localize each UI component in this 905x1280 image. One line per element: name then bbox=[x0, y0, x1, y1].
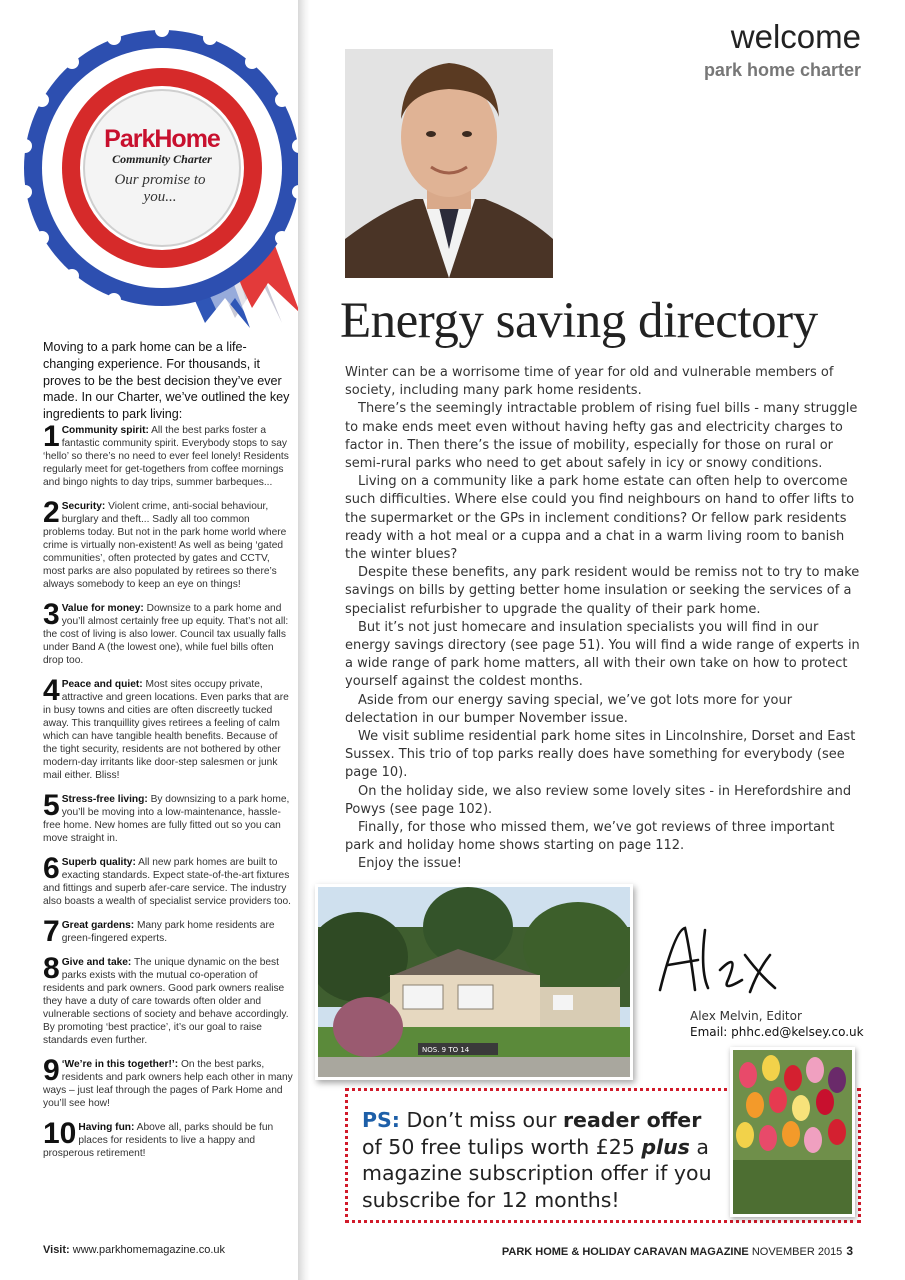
point-heading: Give and take: bbox=[61, 957, 132, 968]
page-gutter bbox=[298, 0, 310, 1280]
footer-magazine-name: PARK HOME & HOLIDAY CARAVAN MAGAZINE bbox=[501, 1246, 749, 1258]
charter-point bbox=[43, 789, 293, 845]
charter-point bbox=[43, 496, 293, 591]
point-number: 10 bbox=[43, 1117, 77, 1150]
article-paragraph: Winter can be a worrisome time of year for old and vulnerable members of society, including many park home residents. bbox=[345, 365, 834, 399]
footer-url[interactable]: www.parkhomemagazine.co.uk bbox=[69, 1244, 225, 1256]
article-paragraph: On the holiday side, we also review some lovely sites - in Herefordshire and Powys (see page 102). bbox=[345, 783, 852, 817]
point-text: Downsize to a park home and you’ll almost certainly free up equity. That’s not all: the cost of living is also lower. Council tax usually falls under Band A (the lowest one), while fuel bills often drop too. bbox=[43, 603, 289, 666]
tulips-photo bbox=[730, 1047, 855, 1217]
section-subtitle: park home charter bbox=[703, 60, 861, 80]
point-heading: Superb quality: bbox=[61, 857, 136, 868]
point-number: 8 bbox=[43, 952, 60, 985]
point-heading: Having fun: bbox=[78, 1122, 135, 1133]
offer-plus: plus bbox=[641, 1134, 690, 1159]
rosette-graphic bbox=[20, 28, 305, 328]
charter-point bbox=[43, 1054, 293, 1110]
article-paragraph: We visit sublime residential park home sites in Lincolnshire, Dorset and East Sussex. This trio of top parks really does have something for everybody (see page 10). bbox=[345, 729, 856, 781]
point-number: 4 bbox=[43, 674, 60, 707]
point-text: The unique dynamic on the best parks exists with the mutual co-operation of residents and park owners. Good park owners realise they have a duty of care towards often older and vulnerable sections of society and behave accordingly. By promoting ‘best practice’, it’s our goal to raise standards even further. bbox=[43, 957, 289, 1046]
point-heading: Community spirit: bbox=[61, 425, 149, 436]
article-paragraph: Aside from our energy saving special, we’ve got lots more for your delectation in our bumper November issue. bbox=[345, 692, 793, 726]
intro-text: Moving to a park home can be a life-changing experience. For thousands, it proves to be the best decision they’ve ever made. In our Charter, we’ve outlined the key ingredients to park living: bbox=[43, 340, 290, 422]
point-number: 9 bbox=[43, 1054, 60, 1087]
point-number: 1 bbox=[43, 420, 60, 453]
point-heading: Value for money: bbox=[61, 603, 144, 614]
charter-point bbox=[43, 915, 293, 948]
editor-signature bbox=[650, 920, 780, 1000]
park-home-image bbox=[318, 887, 630, 1077]
article-headline: Energy saving directory bbox=[340, 293, 818, 349]
point-text: On the best parks, residents and park owners help each other in many ways – just leaf through the pages of Park Home and you’ll see how! bbox=[43, 1059, 293, 1109]
point-text: Most sites occupy private, attractive and green locations. Even parks that are in busy towns and cities are often discreetly tucked away. This tranquillity gives retirees a feeling of calm which can have tangible health benefits. Because of the tight security, residents are not bothered by other modern-day irritants like door-step salesmen or junk mail either. Bliss! bbox=[43, 679, 289, 781]
offer-ps: PS: bbox=[362, 1108, 400, 1132]
editor-email[interactable]: Email: phhc.ed@kelsey.co.uk bbox=[690, 1025, 864, 1039]
offer-text-2: of 50 free tulips worth £25 bbox=[362, 1134, 642, 1159]
point-text: Above all, parks should be fun places for residents to live a happy and prosperous retirement! bbox=[43, 1122, 274, 1159]
offer-text-1: Don’t miss our bbox=[400, 1108, 563, 1132]
point-heading: Stress-free living: bbox=[61, 794, 148, 805]
point-text: By downsizing to a park home, you’ll be moving into a low-maintenance, hassle-free home. New homes are fully fitted out so you can move straight in. bbox=[43, 794, 290, 844]
article-paragraph: But it’s not just homecare and insulation specialists you will find in our energy savings directory (see page 51). You will find a wide range of experts in a wide range of park home matters, all with their own take on how to protect yourself against the coldest months. bbox=[345, 619, 860, 690]
editor-name: Alex Melvin, Editor bbox=[690, 1009, 802, 1023]
point-heading: Great gardens: bbox=[61, 920, 135, 931]
editor-portrait bbox=[345, 49, 553, 278]
rosette-promise: Our promise to you... bbox=[114, 172, 206, 205]
charter-points bbox=[43, 420, 293, 1171]
charter-point bbox=[43, 674, 293, 782]
charter-point bbox=[43, 952, 293, 1047]
article-body bbox=[345, 364, 865, 874]
article-paragraph: Living on a community like a park home estate can often help to overcome such difficulties. Where else could you find neighbours on hand to offer lifts to the supermarket or the GPs in inclement conditions? Or fellow park residents ready with a hot meal or a cuppa and a chat in a warm living room to banish the winter blues? bbox=[345, 474, 855, 563]
page-number: 3 bbox=[846, 1244, 853, 1258]
signature-icon bbox=[650, 920, 780, 1000]
point-heading: Security: bbox=[61, 501, 106, 512]
point-heading: Peace and quiet: bbox=[61, 679, 143, 690]
footer-issue: NOVEMBER 2015 bbox=[748, 1246, 843, 1258]
rosette-brand: ParkHome bbox=[104, 125, 220, 153]
article-paragraph: Despite these benefits, any park resident would be remiss not to try to make savings on bills by getting better home insulation or seeking the services of a specialist refurbisher to upgrade the quality of their park home. bbox=[345, 565, 860, 617]
editor-portrait-image bbox=[345, 49, 553, 278]
rosette-subtitle: Community Charter bbox=[112, 152, 212, 166]
offer-text-3: a magazine subscription offer if you subscribe for 12 months! bbox=[362, 1134, 712, 1212]
offer-highlight: reader offer bbox=[562, 1108, 702, 1132]
charter-column bbox=[0, 0, 300, 1280]
charter-point bbox=[43, 598, 293, 667]
footer-magazine bbox=[502, 1244, 853, 1258]
point-heading: ‘We’re in this together!’: bbox=[61, 1059, 179, 1070]
point-text: Many park home residents are green-fingered experts. bbox=[61, 920, 275, 944]
footer-visit-label: Visit: bbox=[43, 1244, 70, 1256]
point-text: Violent crime, anti-social behaviour, burglary and theft... Sadly all too common problems today. But not in the park home world where crime is virtually non-existent! As well as being ‘gated communities’, often protected by gates and CCTV, most parks are also populated by retirees so there’s always somebody to keep an eye on things! bbox=[43, 501, 287, 590]
point-number: 7 bbox=[43, 915, 60, 948]
article-paragraph: Finally, for those who missed them, we’ve got reviews of three important park and holiday home shows starting on page 112. bbox=[345, 820, 835, 854]
charter-point bbox=[43, 420, 293, 489]
article-paragraph: There’s the seemingly intractable problem of rising fuel bills - many struggle to make ends meet even without having hefty gas and electricity charges to factor in. Then there’s the issue of mobility, especially for those on rural or semi-rural parks who need to get about safely in icy or snowy conditions. bbox=[345, 401, 858, 472]
section-title: welcome bbox=[730, 18, 861, 55]
park-sign: NOS. 9 TO 14 bbox=[422, 1046, 470, 1054]
reader-offer-text bbox=[362, 1107, 722, 1213]
point-text: All new park homes are built to exacting standards. Expect state-of-the-art fixtures and fittings and superb afer-care service. The industry also boasts a wealth of specialist service providers too. bbox=[43, 857, 292, 907]
point-text: All the best parks foster a fantastic community spirit. Everybody stops to say ‘hello’ so there’s no need to ever feel lonely! Residents regularly meet for get-togethers from coffee mornings and bingo nights to day trips, summer barbeques... bbox=[43, 425, 289, 488]
point-number: 6 bbox=[43, 852, 60, 885]
point-number: 2 bbox=[43, 496, 60, 529]
charter-point bbox=[43, 852, 293, 908]
point-number: 5 bbox=[43, 789, 60, 822]
park-home-photo bbox=[315, 884, 633, 1080]
charter-point bbox=[43, 1117, 293, 1160]
point-number: 3 bbox=[43, 598, 60, 631]
article-paragraph: Enjoy the issue! bbox=[358, 856, 462, 872]
tulips-image bbox=[733, 1050, 852, 1214]
footer-website[interactable] bbox=[43, 1244, 225, 1256]
